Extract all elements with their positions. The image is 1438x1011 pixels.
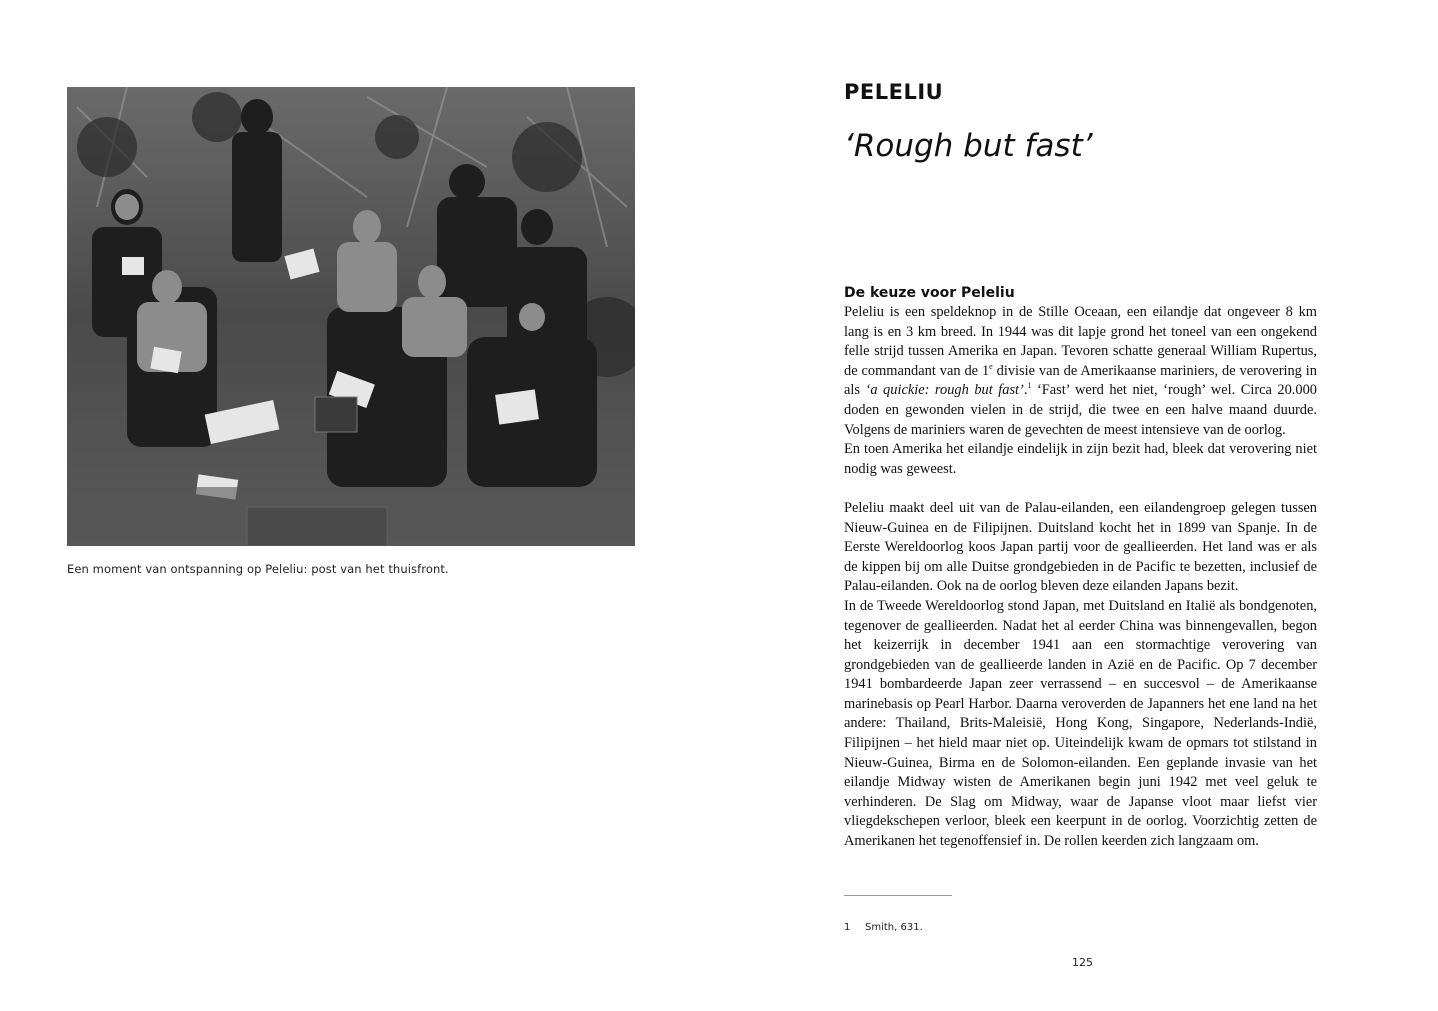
paragraph-4: In de Tweede Wereldoorlog stond Japan, met Duitsland en Italië als bondgenoten, tegenover de geallieerden. Nadat het al eerder China was binnengevallen, begon het keizerrijk in december 1941 aan een stormachtige verovering van grondgebieden van de geallieerde landen in Azië en de Pacific. Op 7 december 1941 bombardeerde Japan zeer verrassend – en succesvol – de Amerikaanse marinebasis op Pearl Harbor. Daarna veroverden de Japanners het ene land na het andere: Thailand, Brits-Maleisië, Hong Kong, Singapore, Nederlands-Indië, Filipijnen – het hield maar niet op. Uiteindelijk kwam de opmars tot stilstand in Nieuw-Guinea, Birma en de Solomon-eilanden. Een geplande invasie van het eilandje Midway wisten de Amerikanen begin juni 1942 met veel geluk te verhinderen. De Slag om Midway, waar de Japanse vloot maar liefst vier vliegdekschepen verloor, bleek een keerpunt in de oorlog. Voorzichtig zetten de Amerikanen het tegenoffensief in. De rollen keerden zich langzaam om. xyxy=(844,597,1317,850)
p1-part-d: ‘Fast’ werd het niet, ‘rough’ wel. Circa 20.000 doden en gewonden vielen in de strijd, die twee en een halve maand duurde. Volgens de mariniers waren de gevechten de meest intensieve van de oorlog. xyxy=(844,382,1317,438)
chapter-title: PELELIU xyxy=(844,80,944,104)
photo-caption: Een moment van ontspanning op Peleliu: post van het thuisfront. xyxy=(67,562,449,576)
page-number: 125 xyxy=(1072,956,1093,969)
footnote-number: 1 xyxy=(844,922,851,933)
footnote-divider xyxy=(844,895,952,896)
soldiers-photo xyxy=(67,87,635,546)
footnote xyxy=(844,922,923,933)
footnote-text: Smith, 631. xyxy=(865,922,923,933)
paragraph-1 xyxy=(844,303,1317,440)
section-heading: De keuze voor Peleliu xyxy=(844,285,1015,301)
chapter-subtitle: ‘Rough but fast’ xyxy=(844,128,1093,164)
p1-part-c: . xyxy=(1023,382,1028,399)
paragraph-3: Peleliu maakt deel uit van de Palau-eilanden, een eilandengroep gelegen tussen Nieuw-Guinea en de Filipijnen. Duitsland kocht het in 1899 van Spanje. In de Eerste Wereldoorlog koos Japan partij voor de geallieerden. Het land was er als de kippen bij om alle Duitse grondgebieden in de Pacific te bezetten, inclusief de Palau-eilanden. Ook na de oorlog bleven deze eilanden Japans bezit. xyxy=(844,499,1317,595)
body-text xyxy=(844,283,1317,852)
p1-part-b: divisie van de Amerikaanse mariniers, de verovering in als xyxy=(844,362,1317,399)
paragraph-2: En toen Amerika het eilandje eindelijk in zijn bezit had, bleek dat verovering niet nodig was geweest. xyxy=(844,441,1317,477)
p1-superscript: e xyxy=(989,361,993,371)
p1-part-a: Peleliu is een speldeknop in de Stille Oceaan, een eilandje dat ongeveer 8 km lang is en 3 km breed. In 1944 was dit lapje grond het toneel van een ongekend felle strijd tussen Amerika en Japan. Tevoren schatte generaal William Rupertus, de commandant van de 1 xyxy=(844,304,1317,379)
p1-quote: ‘a quickie: rough but fast’ xyxy=(865,382,1024,399)
footnote-reference: 1 xyxy=(1027,381,1032,391)
